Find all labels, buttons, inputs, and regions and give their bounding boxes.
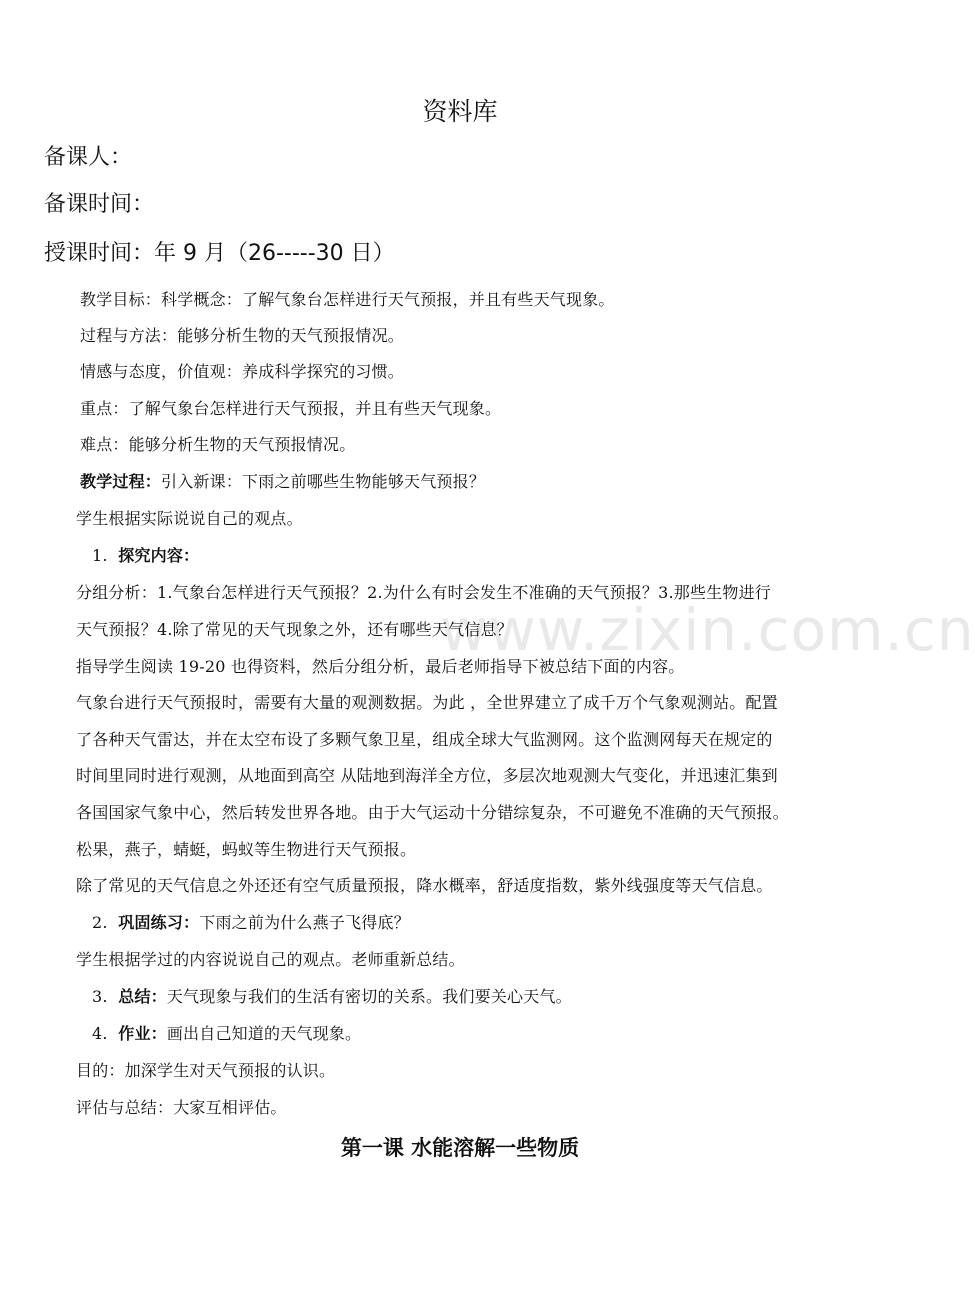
next-lesson-title: 第一课 水能溶解一些物质	[340, 1136, 580, 1160]
section-2-number: 2.	[92, 913, 108, 932]
section-3-label: 总结：	[118, 987, 167, 1006]
section-1-line: 了各种天气雷达，并在太空布设了多颗气象卫星，组成全球大气监测网。这个监测网每天在规定的	[76, 730, 773, 749]
purpose-line: 目的：加深学生对天气预报的认识。	[76, 1061, 336, 1080]
objective-concept: 教学目标：科学概念：了解气象台怎样进行天气预报，并且有些天气现象。	[80, 290, 615, 309]
section-1-line: 天气预报？4.除了常见的天气现象之外，还有哪些天气信息？	[76, 620, 513, 639]
teaching-process-text: 引入新课：下雨之前哪些生物能够天气预报？	[161, 472, 486, 491]
section-1-line: 松果，燕子，蜻蜓，蚂蚁等生物进行天气预报。	[76, 840, 417, 859]
prep-person-field: 备课人：	[44, 145, 133, 170]
section-4-text: 画出自己知道的天气现象。	[166, 1024, 362, 1043]
section-1-label: 探究内容：	[118, 546, 200, 565]
teach-time-field: 授课时间：年 9 月（26-----30 日）	[44, 241, 395, 266]
section-2-text: 下雨之前为什么燕子飞得底？	[199, 913, 410, 932]
section-1-line: 时间里同时进行观测，从地面到高空 从陆地到海洋全方位，多层次地观测大气变化，并迅速汇集到	[76, 766, 778, 785]
document-title: 资料库	[422, 97, 498, 126]
section-1-line: 指导学生阅读 19-20 也得资料，然后分组分析，最后老师指导下被总结下面的内容。	[76, 657, 685, 676]
teaching-process	[80, 469, 485, 492]
section-1-number: 1.	[92, 546, 108, 565]
prep-time-field: 备课时间：	[44, 192, 155, 217]
key-point: 重点：了解气象台怎样进行天气预报，并且有些天气现象。	[80, 399, 502, 418]
objective-method: 过程与方法：能够分析生物的天气预报情况。	[80, 326, 405, 345]
section-1-line: 各国国家气象中心，然后转发世界各地。由于大气运动十分错综复杂，不可避免不准确的天气预报。	[76, 803, 789, 822]
section-4-label: 作业：	[118, 1024, 167, 1043]
section-1-line: 除了常见的天气信息之外还还有空气质量预报，降水概率，舒适度指数，紫外线强度等天气信息。	[76, 876, 773, 895]
section-1-line: 分组分析：1.气象台怎样进行天气预报？2.为什么有时会发生不准确的天气预报？3.那些生物进行	[76, 583, 771, 602]
section-3-text: 天气现象与我们的生活有密切的关系。我们要关心天气。	[166, 987, 572, 1006]
section-2-followup: 学生根据学过的内容说说自己的观点。老师重新总结。	[76, 950, 465, 969]
teaching-process-label: 教学过程：	[80, 472, 162, 491]
objective-attitude: 情感与态度，价值观：养成科学探究的习惯。	[80, 362, 405, 381]
section-1-line: 气象台进行天气预报时，需要有大量的观测数据。为此 ，全世界建立了成千万个气象观测站。配置	[76, 693, 778, 712]
student-view-line: 学生根据实际说说自己的观点。	[76, 509, 303, 528]
section-1-heading	[92, 543, 199, 566]
evaluation-line: 评估与总结：大家互相评估。	[76, 1098, 287, 1117]
section-3-number: 3.	[92, 987, 108, 1006]
section-4-heading	[92, 1021, 361, 1044]
section-2-label: 巩固练习：	[118, 913, 200, 932]
section-3-heading	[92, 984, 572, 1007]
section-4-number: 4.	[92, 1024, 108, 1043]
watermark: www.zixin.com.cn	[440, 596, 975, 664]
section-2-heading	[92, 910, 410, 933]
difficulty-point: 难点：能够分析生物的天气预报情况。	[80, 435, 356, 454]
